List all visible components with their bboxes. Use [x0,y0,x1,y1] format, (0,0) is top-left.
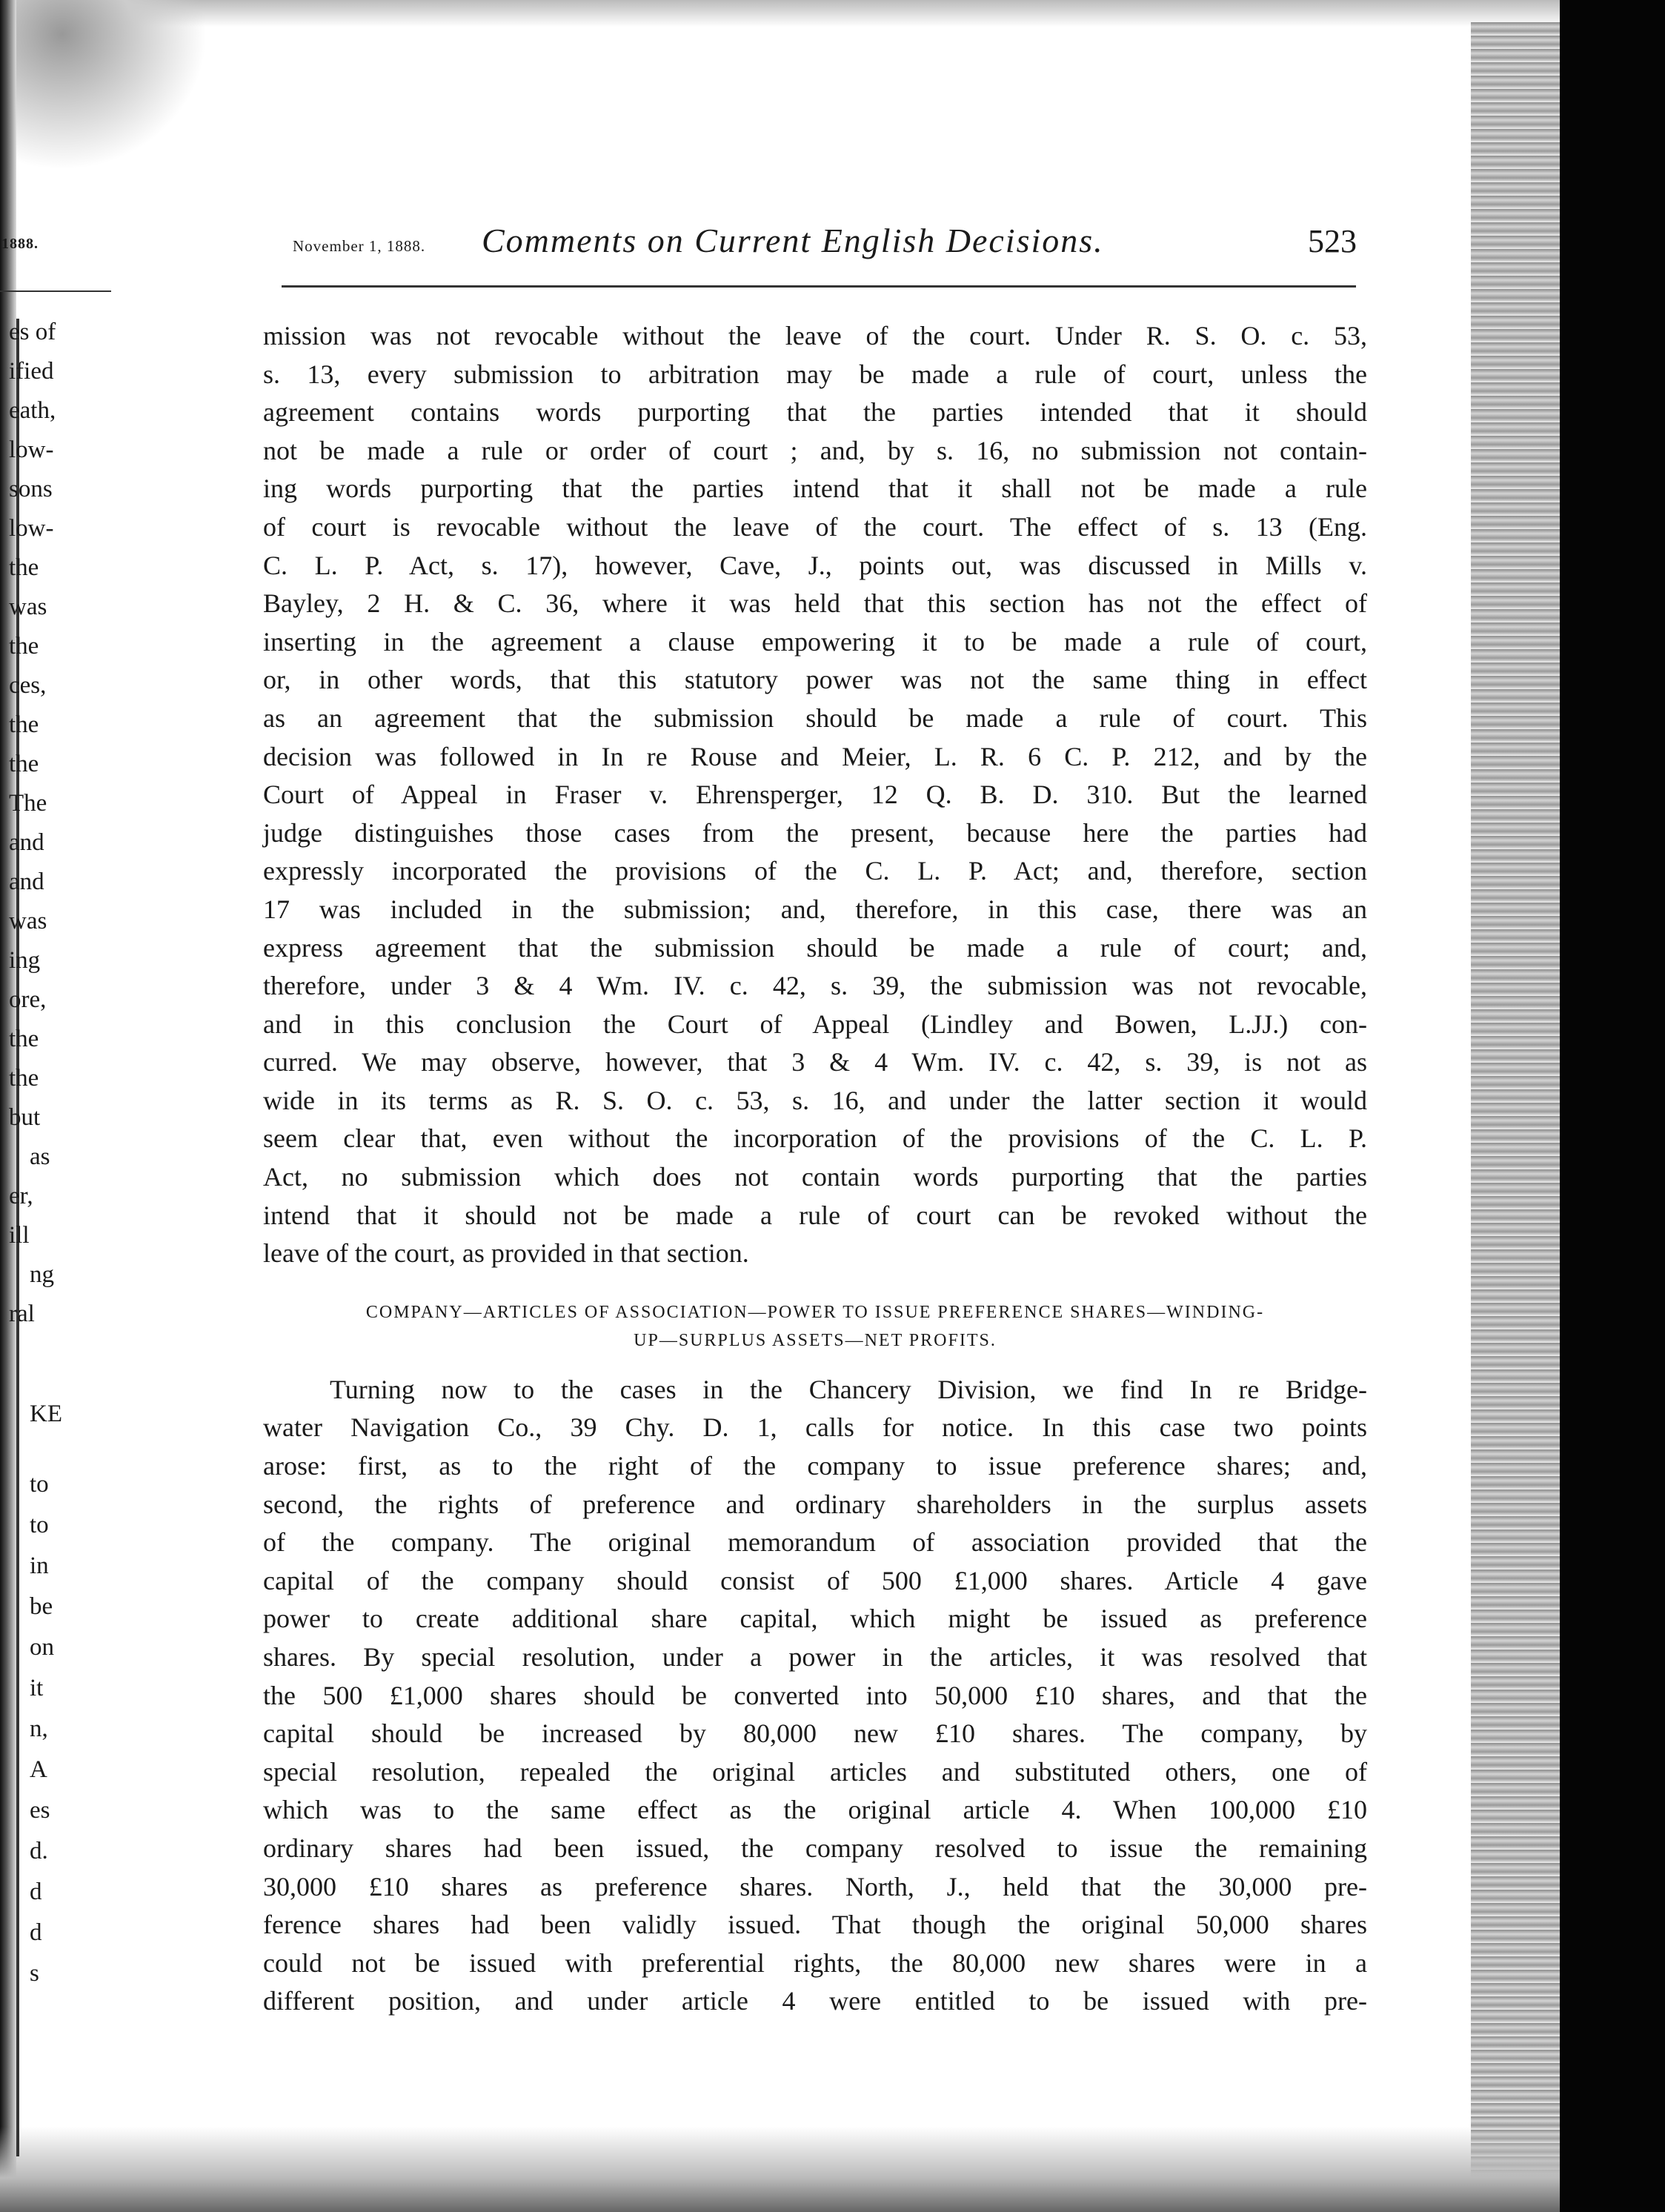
facing-page-fragment: in [30,1552,49,1579]
text-line: not be made a rule or order of court ; and, by s. 16, no submission not contain- [263,435,1367,465]
facing-page-fragment: d [30,1879,42,1905]
facing-page-fragment: the [9,1065,39,1092]
text-line: arose: first, as to the right of the company to issue preference shares; and, [263,1451,1367,1481]
header-date: November 1, 1888. [293,237,426,255]
text-line: inserting in the agreement a clause empowering it to be made a rule of court, [263,626,1367,657]
text-line: capital of the company should consist of 500 £1,000 shares. Article 4 gave [263,1565,1367,1595]
scan-page-edge [1471,22,1560,2193]
facing-page-fragment: d. [30,1838,48,1864]
facing-page-fragment: ill [9,1222,30,1249]
text-line: decision was followed in In re Rouse and Meier, L. R. 6 C. P. 212, and by the [263,741,1367,771]
facing-page-fragment: ral [9,1301,35,1327]
text-line: different position, and under article 4 were entitled to be issued with pre- [263,1986,1367,2016]
facing-page-fragment: low- [9,436,54,463]
scan-background [1560,0,1665,2212]
text-line: Bayley, 2 H. & C. 36, where it was held that this section has not the effect of [263,588,1367,619]
text-line: wide in its terms as R. S. O. c. 53, s. 16, and under the latter section it would [263,1085,1367,1115]
facing-page-fragment: The [9,790,47,817]
facing-page-fragment: ified [9,358,54,385]
header-title: Comments on Current English Decisions. [482,222,1104,259]
text-line: could not be issued with preferential rights, the 80,000 new shares were in a [263,1947,1367,1978]
text-line: second, the rights of preference and ordinary shareholders in the surplus assets [263,1489,1367,1519]
text-line: mission was not revocable without the leave of the court. Under R. S. O. c. 53, [263,321,1367,351]
page-body [263,317,1367,2021]
facing-page-fragment: the [9,711,39,738]
facing-page-fragment: n, [30,1716,48,1742]
paragraph-arbitration [263,317,1367,1273]
header-rule [282,285,1356,288]
facing-page-fragment: to [30,1471,49,1498]
text-line: curred. We may observe, however, that 3 & 4 Wm. IV. c. 42, s. 39, is not as [263,1047,1367,1077]
facing-page-fragment: s [30,1960,39,1987]
facing-page-fragment: KE [30,1401,62,1427]
text-line: of court is revocable without the leave of the court. The effect of s. 13 (Eng. [263,511,1367,542]
facing-page-fragment: er, [9,1183,33,1209]
facing-page-fragment: but [9,1104,41,1131]
text-line: and in this conclusion the Court of Appeal (Lindley and Bowen, L.JJ.) con- [263,1009,1367,1039]
facing-page-fragment: d [30,1919,42,1946]
text-line: agreement contains words purporting that the parties intended that it should [263,397,1367,428]
paragraph-bridgewater [263,1371,1367,2021]
text-line: which was to the same effect as the original article 4. When 100,000 £10 [263,1795,1367,1825]
facing-page-fragment: as [30,1143,50,1170]
text-line: Act, no submission which does not contain words purporting that the parties [263,1162,1367,1192]
scan-bottom-shadow [0,2127,1560,2212]
text-line: 17 was included in the submission; and, therefore, in this case, there was an [263,894,1367,924]
facing-page-fragment: was [9,594,47,620]
text-line: judge distinguishes those cases from the present, because here the parties had [263,817,1367,848]
text-line: COMPANY—ARTICLES OF ASSOCIATION—POWER TO ISSUE PREFERENCE SHARES—WINDING- [365,1302,1265,1322]
facing-page-fragment: eath, [9,397,56,424]
facing-page-fragment: ng [30,1261,54,1288]
text-line: expressly incorporated the provisions of the C. L. P. Act; and, therefore, section [263,856,1367,886]
text-line: leave of the court, as provided in that section. [263,1238,749,1269]
facing-page-fragment: be [30,1593,53,1620]
facing-page-margin [0,0,104,2212]
facing-page-fragment: sons [9,476,53,502]
text-line: 30,000 £10 shares as preference shares. North, J., held that the 30,000 pre- [263,1871,1367,1902]
facing-page-fragment: es [30,1797,50,1824]
facing-page-fragment: on [30,1634,54,1661]
facing-page-fragment: ces, [9,672,47,699]
text-line: Turning now to the cases in the Chancery Division, we find In re Bridge- [330,1374,1367,1404]
facing-page-fragment: es of [9,319,56,345]
section-heading [263,1298,1367,1355]
facing-page-fragment: it [30,1675,44,1701]
facing-page-fragment: low- [9,515,54,542]
facing-page-fragment: the [9,554,39,581]
facing-page-fragment: and [9,868,44,895]
text-line: ing words purporting that the parties intend that it shall not be made a rule [263,474,1367,504]
facing-page-fragment: and [9,829,44,856]
text-line: intend that it should not be made a rule of court can be revoked without the [263,1200,1367,1230]
text-line: s. 13, every submission to arbitration may be made a rule of court, unless the [263,359,1367,389]
text-line: seem clear that, even without the incorporation of the provisions of the C. L. P. [263,1123,1367,1154]
facing-page-year: 1888. [1,236,39,252]
text-line: or, in other words, that this statutory power was not the same thing in effect [263,665,1367,695]
facing-page-fragment: the [9,751,39,777]
facing-page-fragment: the [9,1026,39,1052]
text-line: express agreement that the submission should be made a rule of court; and, [263,932,1367,963]
facing-page-fragment: the [9,633,39,660]
facing-page-fragment: A [30,1756,47,1783]
text-line: the 500 £1,000 shares should be converted into 50,000 £10 shares, and that the [263,1680,1367,1710]
text-line: capital should be increased by 80,000 new £10 shares. The company, by [263,1718,1367,1749]
facing-page-fragment: ing [9,947,41,974]
running-header [0,0,1665,296]
text-line: power to create additional share capital, which might be issued as preference [263,1604,1367,1634]
text-line: of the company. The original memorandum of association provided that the [263,1527,1367,1558]
text-line: shares. By special resolution, under a power in the articles, it was resolved that [263,1642,1367,1672]
text-line: Court of Appeal in Fraser v. Ehrensperger, 12 Q. B. D. 310. But the learned [263,780,1367,810]
page-number: 523 [1308,223,1357,259]
text-line: water Navigation Co., 39 Chy. D. 1, calls for notice. In this case two points [263,1412,1367,1443]
text-line: special resolution, repealed the original articles and substituted others, one of [263,1756,1367,1787]
text-line: as an agreement that the submission should be made a rule of court. This [263,703,1367,733]
text-line: therefore, under 3 & 4 Wm. IV. c. 42, s. 39, the submission was not revocable, [263,971,1367,1001]
facing-page-fragment: to [30,1512,49,1538]
text-line: ordinary shares had been issued, the company resolved to issue the remaining [263,1833,1367,1863]
facing-page-fragment: ore, [9,986,47,1013]
text-line: UP—SURPLUS ASSETS—NET PROFITS. [634,1330,997,1350]
text-line: C. L. P. Act, s. 17), however, Cave, J., points out, was discussed in Mills v. [263,550,1367,580]
text-line: ference shares had been validly issued. That though the original 50,000 shares [263,1910,1367,1940]
facing-page-fragment: was [9,908,47,934]
